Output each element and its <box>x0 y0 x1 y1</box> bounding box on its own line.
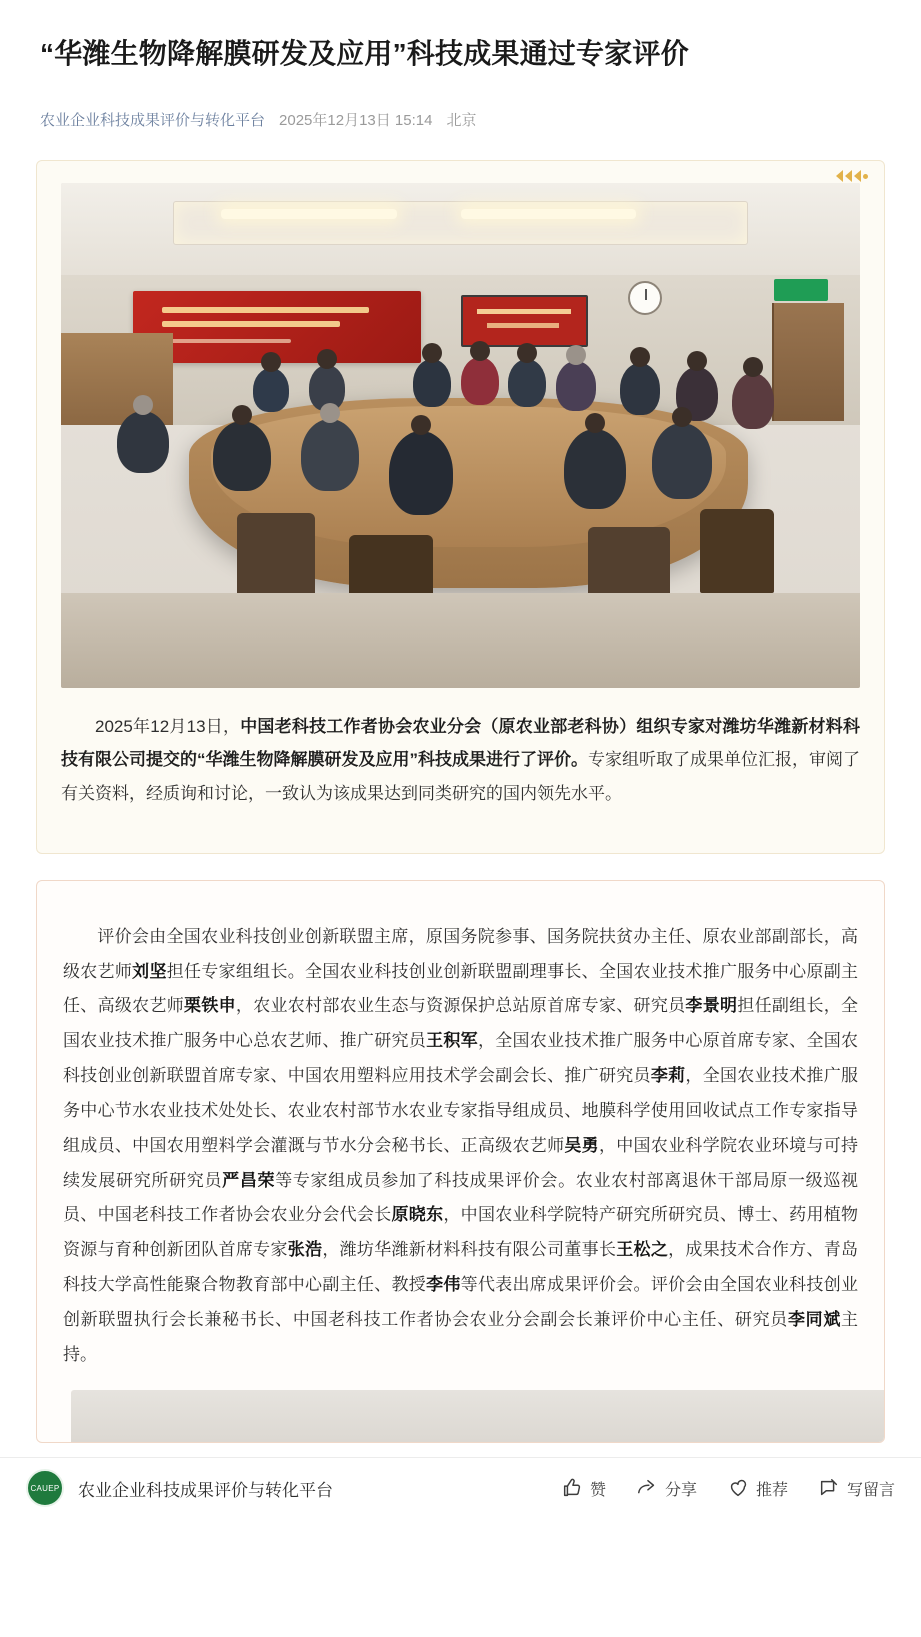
body-seg-10: ，潍坊华潍新材料科技有限公司董事长 <box>322 1240 617 1260</box>
body-seg-1: 评价会由全国农业科技创业创新联盟主席，原国务院参事、国务院扶贫办主任、原农业部副部长，高级农艺师 <box>63 926 858 981</box>
recommend-button[interactable] <box>727 1477 788 1500</box>
lead-rest: 专家组听取了成果单位汇报，审阅了有关资料，经质询和讨论，一致认为该成果达到同类研究的国内领先水平。 <box>61 750 860 803</box>
lead-card <box>36 160 885 853</box>
comment-label: 写留言 <box>846 1481 895 1499</box>
account-name[interactable]: 农业企业科技成果评价与转化平台 <box>78 1480 333 1500</box>
share-icon <box>636 1477 658 1499</box>
page-title: “华潍生物降解膜研发及应用”科技成果通过专家评价 <box>40 37 689 69</box>
thumbs-up-icon <box>561 1477 583 1499</box>
expert-name-lijingming: 李景明 <box>685 996 738 1016</box>
body-seg-8: 等专家组成员参加了科技成果评价会。农业农村部离退休干部局原一级巡视员、中国老科技工作者协会农业分会代会长 <box>63 1170 859 1225</box>
body-seg-12: 等代表出席成果评价会。评价会由全国农业科技创业创新联盟执行会长兼秘书长、中国老科技工作者协会农业分会副会长兼评价中心主任、研究员 <box>63 1275 859 1329</box>
body-paragraph <box>63 920 858 1373</box>
body-seg-3: ，农业农村部农业生态与资源保护总站原首席专家、研究员 <box>235 996 686 1016</box>
decorative-chevrons-icon <box>836 170 868 182</box>
expert-name-yuanxiaodong: 原晓东 <box>391 1205 444 1225</box>
expert-name-litieshen: 栗铁申 <box>184 996 236 1016</box>
expert-name-liwei: 李伟 <box>426 1275 461 1295</box>
article-page <box>0 19 921 1519</box>
action-group <box>561 1477 895 1500</box>
expert-name-lili: 李莉 <box>650 1066 686 1086</box>
expert-name-liujian: 刘坚 <box>132 961 167 981</box>
body-seg-5: ，全国农业技术推广服务中心原首席专家、全国农科技创业创新联盟首席专家、中国农用塑料应用技术学会副会长、推广研究员 <box>63 1031 859 1086</box>
body-seg-4: 担任副组长，全国农业技术推广服务中心总农艺师、推广研究员 <box>63 996 859 1051</box>
lead-paragraph <box>61 710 860 809</box>
expert-name-yanchangrong: 严昌荣 <box>222 1170 276 1190</box>
body-seg-13: 主持。 <box>63 1310 858 1364</box>
body-seg-9: ，中国农业科学院特产研究所研究员、博士、药用植物资源与育种创新团队首席专家 <box>63 1205 859 1260</box>
lead-bold: 中国老科技工作者协会农业分会（原农业部老科协）组织专家对潍坊华潍新材料科技有限公司提交的“华潍生物降解膜研发及应用”科技成果进行了评价。 <box>61 717 861 770</box>
article-meta <box>0 91 921 130</box>
share-label: 分享 <box>664 1481 697 1499</box>
lead-date: 2025年12月13日， <box>95 717 241 737</box>
expert-name-litongbin: 李同斌 <box>787 1310 841 1329</box>
expert-name-wangjijun: 王积军 <box>426 1031 478 1051</box>
body-seg-6: ，全国农业技术推广服务中心节水农业技术处处长、农业农村部节水农业专家指导组成员、地膜科学使用回收试点工作专家指导组成员、中国农用塑料学会灌溉与节水分会秘书长、正高级农艺师 <box>63 1066 859 1155</box>
avatar[interactable]: CAUEP <box>26 1469 64 1507</box>
meta-date: 2025年12月13日 15:14 <box>279 112 433 130</box>
body-seg-11: ，成果技术合作方、青岛科技大学高性能聚合物教育部中心副主任、教授 <box>63 1240 859 1295</box>
expert-name-zhanghao: 张浩 <box>287 1240 323 1260</box>
meta-source[interactable]: 农业企业科技成果评价与转化平台 <box>40 112 266 130</box>
meeting-photo <box>61 183 860 688</box>
body-card <box>36 880 885 1443</box>
body-seg-7: ，中国农业科学院农业环境与可持续发展研究所研究员 <box>63 1135 859 1190</box>
comment-icon <box>818 1477 840 1499</box>
like-label: 赞 <box>589 1481 606 1499</box>
share-button[interactable] <box>636 1477 697 1500</box>
bottom-action-bar <box>0 1457 921 1519</box>
expert-name-wangsongzhi: 王松之 <box>616 1240 669 1260</box>
expert-name-wuyong: 吴勇 <box>564 1135 599 1155</box>
meta-location: 北京 <box>446 112 477 130</box>
recommend-label: 推荐 <box>755 1481 788 1499</box>
comment-button[interactable] <box>818 1477 895 1500</box>
heart-icon <box>727 1477 749 1499</box>
like-button[interactable] <box>561 1477 606 1500</box>
body-seg-2: 担任专家组组长。全国农业科技创业创新联盟副理事长、全国农业技术推广服务中心原副主任、高级农艺师 <box>63 961 858 1016</box>
second-photo-preview <box>71 1390 884 1442</box>
